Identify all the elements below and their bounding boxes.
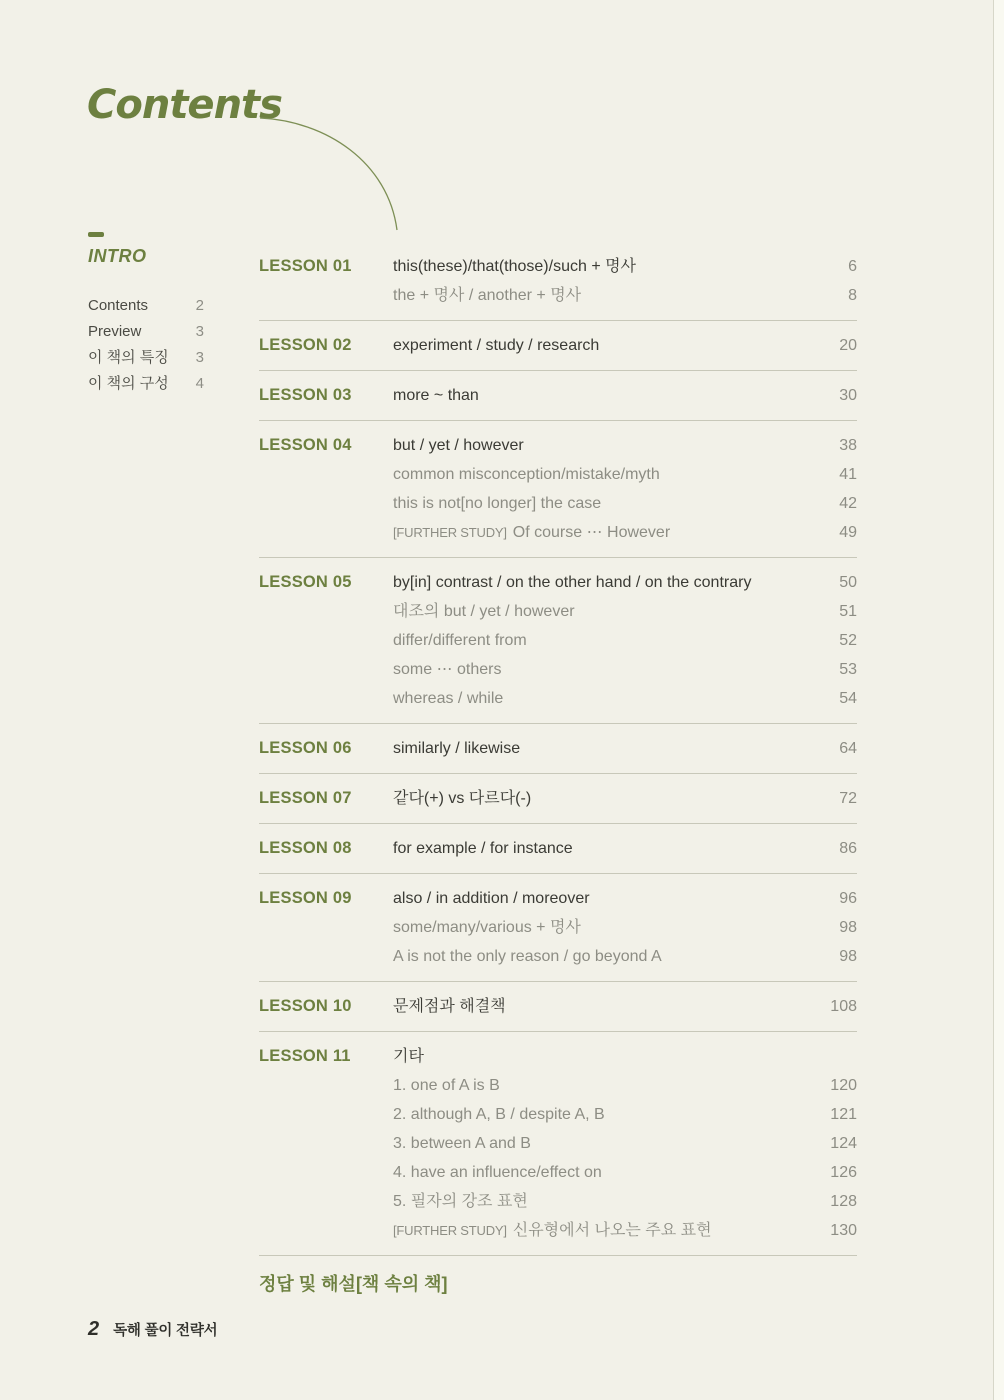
lesson-rows — [393, 1042, 857, 1245]
intro-item-label: Preview — [88, 323, 142, 340]
toc-row — [393, 626, 857, 655]
lesson-id: LESSON 11 — [259, 1047, 351, 1065]
toc-row-title: A is not the only reason / go beyond A — [393, 948, 662, 965]
footer-page-number: 2 — [88, 1318, 100, 1340]
toc-row-title: more ~ than — [393, 387, 479, 404]
toc-row-page: 51 — [839, 603, 857, 620]
toc-row-page: 72 — [839, 790, 857, 807]
toc-row-page: 130 — [830, 1222, 857, 1239]
decorative-curve — [256, 112, 402, 234]
toc-row-title: by[in] contrast / on the other hand / on the contrary — [393, 574, 752, 591]
toc-row-title: 문제점과 해결책 — [393, 998, 506, 1015]
toc-row-page: 126 — [830, 1164, 857, 1181]
toc-row-title: differ/different from — [393, 632, 527, 649]
toc-row — [393, 734, 857, 763]
toc-row — [393, 834, 857, 863]
toc-row-page: 53 — [839, 661, 857, 678]
lesson-id: LESSON 09 — [259, 889, 352, 907]
toc-row — [393, 1071, 857, 1100]
toc-row-title: this is not[no longer] the case — [393, 495, 602, 512]
page-edge-line — [993, 0, 994, 1400]
further-study-tag: [FURTHER STUDY] — [393, 1223, 507, 1238]
lesson-rows — [393, 884, 857, 971]
lesson-rows — [393, 568, 857, 713]
toc-row — [393, 597, 857, 626]
lesson-id: LESSON 08 — [259, 839, 352, 857]
toc-row — [393, 784, 857, 813]
lesson-01 — [259, 242, 857, 321]
lesson-rows — [393, 431, 857, 547]
footer-book-title: 독해 풀이 전략서 — [113, 1323, 218, 1339]
lesson-rows — [393, 992, 857, 1021]
toc-row — [393, 460, 857, 489]
toc-row-page: 86 — [839, 840, 857, 857]
toc-row-title: 기타 — [393, 1048, 424, 1065]
toc-row — [393, 1216, 857, 1245]
toc-row-title: 4. have an influence/effect on — [393, 1164, 602, 1181]
lesson-02 — [259, 321, 857, 371]
intro-item — [88, 371, 204, 397]
toc-row-title: 1. one of A is B — [393, 1077, 500, 1094]
toc-row-page: 124 — [830, 1135, 857, 1152]
lesson-id: LESSON 04 — [259, 436, 352, 454]
lesson-11 — [259, 1032, 857, 1256]
intro-item-page: 4 — [195, 375, 204, 392]
toc-row-title: also / in addition / moreover — [393, 890, 590, 907]
lesson-rows — [393, 834, 857, 863]
intro-heading: INTRO — [88, 246, 147, 266]
toc-row-title: similarly / likewise — [393, 740, 521, 757]
intro-dash — [88, 232, 104, 237]
toc-row-text — [393, 518, 813, 547]
toc-row — [393, 518, 857, 547]
intro-item — [88, 293, 204, 319]
lesson-03 — [259, 371, 857, 421]
lesson-09 — [259, 874, 857, 982]
toc-row-title: 3. between A and B — [393, 1135, 531, 1152]
toc-row — [393, 1042, 857, 1071]
lesson-id: LESSON 01 — [259, 257, 352, 275]
toc-row-title: for example / for instance — [393, 840, 573, 857]
lesson-08 — [259, 824, 857, 874]
toc-row — [393, 331, 857, 360]
lesson-id: LESSON 07 — [259, 789, 352, 807]
toc-row-title: experiment / study / research — [393, 337, 600, 354]
lesson-rows — [393, 784, 857, 813]
toc-row-page: 128 — [830, 1193, 857, 1210]
page-footer — [88, 1318, 217, 1341]
toc-row — [393, 1158, 857, 1187]
toc-row-page: 120 — [830, 1077, 857, 1094]
toc-row-page: 30 — [839, 387, 857, 404]
intro-item-label: Contents — [88, 297, 149, 314]
further-study-tag: [FURTHER STUDY] — [393, 525, 507, 540]
toc-row-page: 98 — [839, 919, 857, 936]
intro-item — [88, 345, 204, 371]
intro-section — [88, 232, 208, 397]
lesson-06 — [259, 724, 857, 774]
toc-row-title: 5. 필자의 강조 표현 — [393, 1193, 528, 1210]
toc-row-title: 같다(+) vs 다르다(-) — [393, 790, 532, 807]
toc-row-page: 41 — [839, 466, 857, 483]
lesson-05 — [259, 558, 857, 724]
toc-row-page: 108 — [830, 998, 857, 1015]
toc-row-title: but / yet / however — [393, 437, 524, 454]
toc-row-page: 49 — [839, 524, 857, 541]
toc-row-text — [393, 1216, 813, 1245]
toc-row — [393, 884, 857, 913]
toc-row-title: 2. although A, B / despite A, B — [393, 1106, 605, 1123]
toc-row — [393, 684, 857, 713]
toc-row — [393, 281, 857, 310]
toc-row-title: whereas / while — [393, 690, 504, 707]
toc-row — [393, 489, 857, 518]
intro-item-page: 3 — [195, 349, 204, 366]
toc-row-page: 96 — [839, 890, 857, 907]
toc-row — [393, 992, 857, 1021]
lesson-id: LESSON 02 — [259, 336, 352, 354]
toc-row-page: 52 — [839, 632, 857, 649]
toc-row-title: 신유형에서 나오는 주요 표현 — [512, 1222, 712, 1239]
toc-row — [393, 1129, 857, 1158]
lesson-10 — [259, 982, 857, 1032]
toc-row — [393, 431, 857, 460]
toc-row-title: some ⋯ others — [393, 661, 502, 678]
toc-row-page: 42 — [839, 495, 857, 512]
toc-row-title: common misconception/mistake/myth — [393, 466, 660, 483]
toc-row — [393, 381, 857, 410]
lesson-rows — [393, 331, 857, 360]
intro-item-page: 2 — [195, 297, 204, 314]
lesson-id: LESSON 05 — [259, 573, 352, 591]
toc-row-page: 38 — [839, 437, 857, 454]
toc-row-page: 121 — [830, 1106, 857, 1123]
lesson-rows — [393, 734, 857, 763]
lesson-id: LESSON 06 — [259, 739, 352, 757]
intro-item-label: 이 책의 구성 — [88, 375, 169, 392]
toc-row-page: 50 — [839, 574, 857, 591]
toc-row — [393, 1100, 857, 1129]
toc-row-title: Of course ⋯ However — [512, 524, 671, 541]
toc-row — [393, 655, 857, 684]
toc-row — [393, 1187, 857, 1216]
toc-row — [393, 942, 857, 971]
toc-row — [393, 568, 857, 597]
lessons-list — [259, 242, 857, 1296]
toc-row-title: 대조의 but / yet / however — [393, 603, 575, 620]
toc-row — [393, 252, 857, 281]
lesson-id: LESSON 10 — [259, 997, 352, 1015]
lesson-rows — [393, 381, 857, 410]
intro-item-label: 이 책의 특징 — [88, 349, 169, 366]
toc-row-page: 20 — [839, 337, 857, 354]
lesson-07 — [259, 774, 857, 824]
toc-row-title: the + 명사 / another + 명사 — [393, 287, 582, 304]
page-title: Contents — [87, 82, 282, 128]
toc-row-page: 6 — [848, 258, 857, 275]
page-edge-strip — [994, 0, 1004, 1400]
answers-section-label: 정답 및 해설[책 속의 책] — [259, 1274, 448, 1294]
intro-item — [88, 319, 204, 345]
intro-item-page: 3 — [195, 323, 204, 340]
lesson-04 — [259, 421, 857, 558]
toc-row — [393, 913, 857, 942]
lesson-id: LESSON 03 — [259, 386, 352, 404]
lesson-rows — [393, 252, 857, 310]
toc-row-page: 64 — [839, 740, 857, 757]
toc-row-page: 8 — [848, 287, 857, 304]
toc-row-title: this(these)/that(those)/such + 명사 — [393, 258, 637, 275]
toc-row-page: 98 — [839, 948, 857, 965]
toc-row-page: 54 — [839, 690, 857, 707]
toc-row-title: some/many/various + 명사 — [393, 919, 581, 936]
toc-row-page — [813, 1042, 857, 1071]
